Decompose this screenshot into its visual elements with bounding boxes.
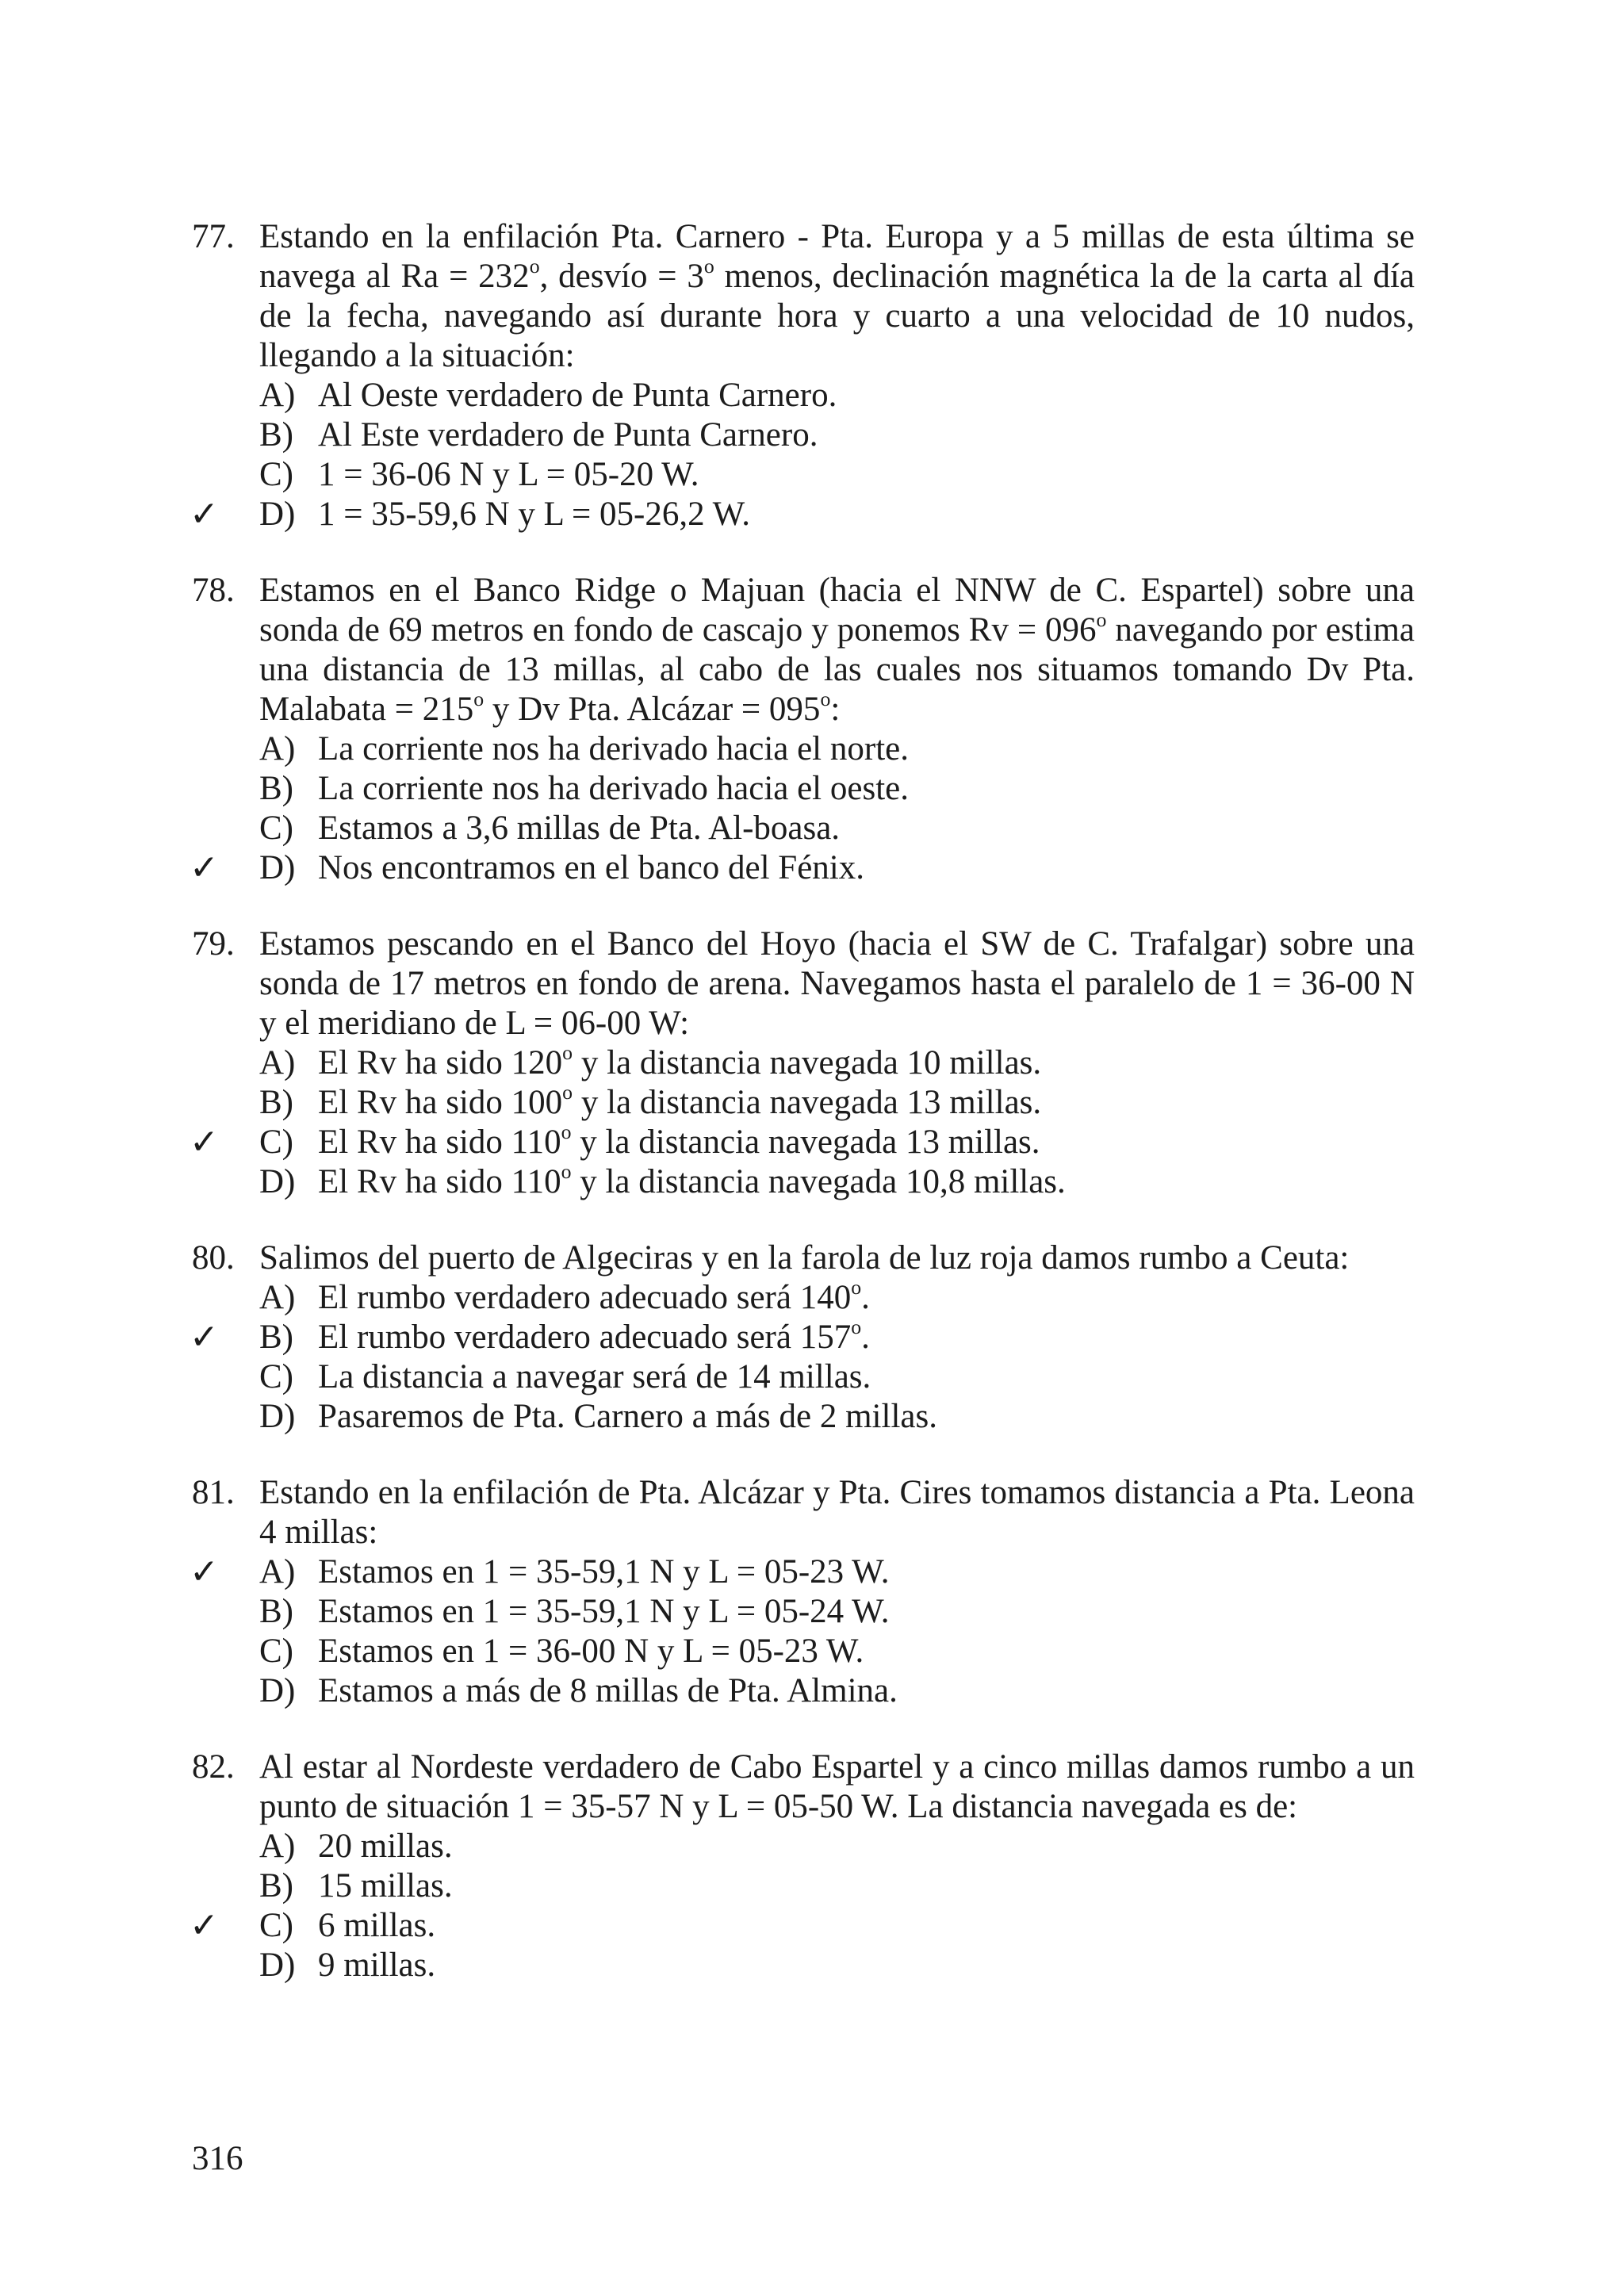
answer-option-letter: C) [259, 1358, 293, 1395]
question-81 [192, 1473, 1415, 1711]
question-text: Estamos en el Banco Ridge o Majuan (hacia el NNW de C. Espartel) sobre una sonda de 69 metros en fondo de cascajo y ponemos $Rv = 096^o$ navegando por estima una distancia de 13 millas, al cabo de las cuales nos situamos tomando Dv Pta. Malabata = $215^o$ y Dv Pta. Alcázar = $095^o$: [259, 572, 1415, 728]
answer-option [192, 1275, 1415, 1318]
answer-option-letter: B) [259, 416, 293, 454]
question-statement [192, 1473, 1415, 1552]
answer-option-text: El rumbo verdadero adecuado será 157$^o$. [318, 1315, 870, 1356]
answer-option-text: 6 millas. [318, 1907, 436, 1944]
answer-option-letter: C) [259, 1124, 293, 1161]
answer-option [192, 769, 1415, 809]
answer-option [192, 1592, 1415, 1632]
answer-option [192, 1906, 1415, 1946]
answer-option [192, 455, 1415, 495]
answer-option [190, 1315, 1415, 1357]
question-statement [192, 924, 1415, 1043]
answer-option-letter: D) [259, 496, 296, 533]
answer-option [192, 1159, 1415, 1202]
answer-option-letter: B) [259, 1867, 293, 1904]
question-number: 80. [192, 1239, 235, 1277]
question-list [192, 217, 1415, 2022]
answer-option-letter: A) [259, 1044, 296, 1081]
question-number: 79. [192, 925, 235, 963]
question-80 [192, 1238, 1415, 1437]
answer-option [192, 1671, 1415, 1711]
answer-options [192, 1827, 1415, 1985]
answer-option-text: Nos encontramos en el banco del Fénix. [318, 849, 865, 886]
answer-option-text: 1 = 35-59,6 N y L = 05-26,2 W. [318, 496, 750, 533]
answer-option [190, 1120, 1415, 1162]
answer-option-letter: A) [259, 1279, 296, 1316]
answer-option-text: El Rv ha sido 120$^o$ y la distancia navegada 10 millas. [318, 1040, 1042, 1081]
answer-options [190, 1275, 1415, 1437]
answer-option [192, 809, 1415, 848]
question-77 [192, 217, 1415, 534]
question-text: Estando en la enfilación Pta. Carnero - Pta. Europa y a 5 millas de esta última se navega al $Ra = 232^o$, desvío = $3^o$ menos, declinación magnética la de la carta al día de la fecha, navegando así durante hora y cuarto a una velocidad de 10 nudos, llegando a la situación: [259, 218, 1415, 374]
answer-option-letter: D) [259, 1163, 296, 1200]
answer-option-letter: B) [259, 1319, 293, 1356]
answer-option-text: El rumbo verdadero adecuado será 140$^o$. [318, 1275, 870, 1316]
answer-option-text: Estamos a más de 8 millas de Pta. Almina. [318, 1672, 898, 1709]
answer-option-text: Pasaremos de Pta. Carnero a más de 2 millas. [318, 1398, 937, 1435]
question-79 [192, 924, 1415, 1202]
question-82 [192, 1748, 1415, 1985]
answer-option-text: Al Oeste verdadero de Punta Carnero. [318, 377, 837, 414]
question-number: 82. [192, 1748, 235, 1786]
answer-option [192, 495, 1415, 534]
answer-option-letter: A) [259, 1828, 296, 1865]
question-statement [192, 1748, 1415, 1827]
answer-option-text: 15 millas. [318, 1867, 453, 1904]
question-text: Salimos del puerto de Algeciras y en la farola de luz roja damos rumbo a Ceuta: [259, 1239, 1350, 1277]
answer-option-text: El Rv ha sido 110$^o$ y la distancia navegada 13 millas. [318, 1120, 1040, 1161]
question-number: 81. [192, 1474, 235, 1511]
answer-option [192, 415, 1415, 455]
answer-option [192, 1397, 1415, 1437]
answer-options [190, 1040, 1415, 1202]
question-number: 77. [192, 218, 235, 255]
question-78 [192, 571, 1415, 888]
question-statement [192, 571, 1415, 729]
answer-option-text: El Rv ha sido 100$^o$ y la distancia navegada 13 millas. [318, 1080, 1042, 1121]
answer-option-letter: C) [259, 1907, 293, 1944]
answer-option [192, 376, 1415, 415]
answer-options [192, 376, 1415, 534]
answer-option [192, 848, 1415, 888]
correct-answer-check-icon: ✓ [190, 1317, 219, 1357]
correct-answer-check-icon: ✓ [190, 848, 219, 888]
answer-option-text: Estamos en 1 = 36-00 N y L = 05-23 W. [318, 1633, 864, 1670]
answer-option-letter: D) [259, 1672, 296, 1709]
answer-option-text: Estamos en 1 = 35-59,1 N y L = 05-24 W. [318, 1593, 890, 1630]
answer-option-text: Estamos a 3,6 millas de Pta. Al-boasa. [318, 810, 841, 847]
answer-option-text: 20 millas. [318, 1828, 453, 1865]
answer-option-letter: B) [259, 1593, 293, 1630]
answer-option-letter: D) [259, 1398, 296, 1435]
answer-option-letter: D) [259, 1947, 296, 1984]
answer-option-text: 9 millas. [318, 1947, 436, 1984]
answer-option [192, 1040, 1415, 1083]
page-number: 316 [192, 2140, 243, 2177]
answer-option-letter: B) [259, 770, 293, 807]
answer-option [192, 1866, 1415, 1906]
answer-option [192, 1946, 1415, 1985]
question-text: Estamos pescando en el Banco del Hoyo (hacia el SW de C. Trafalgar) sobre una sonda de 17 metros en fondo de arena. Navegamos hasta el paralelo de 1 = 36-00 N y el meridiano de L = 06-00 W: [259, 925, 1415, 1042]
question-number: 78. [192, 572, 235, 609]
answer-option-letter: C) [259, 810, 293, 847]
answer-option-text: Estamos en 1 = 35-59,1 N y L = 05-23 W. [318, 1553, 890, 1591]
answer-option-letter: A) [259, 730, 296, 768]
answer-option-text: La corriente nos ha derivado hacia el norte. [318, 730, 909, 768]
answer-options [192, 1552, 1415, 1711]
answer-option [192, 1357, 1415, 1397]
answer-option-text: Al Este verdadero de Punta Carnero. [318, 416, 818, 454]
answer-option-text: La corriente nos ha derivado hacia el oeste. [318, 770, 909, 807]
answer-option [192, 1632, 1415, 1671]
answer-option-letter: A) [259, 1553, 296, 1591]
answer-option [192, 1827, 1415, 1866]
answer-option [192, 729, 1415, 769]
answer-option-text: El Rv ha sido 110$^o$ y la distancia navegada 10,8 millas. [318, 1159, 1066, 1200]
question-statement [192, 1238, 1415, 1278]
answer-option [192, 1552, 1415, 1592]
answer-option-text: 1 = 36-06 N y L = 05-20 W. [318, 456, 699, 493]
question-statement [192, 217, 1415, 376]
answer-options [192, 729, 1415, 888]
correct-answer-check-icon: ✓ [190, 1905, 219, 1946]
correct-answer-check-icon: ✓ [190, 494, 219, 534]
answer-option-text: La distancia a navegar será de 14 millas. [318, 1358, 871, 1395]
answer-option-letter: C) [259, 1633, 293, 1670]
answer-option-letter: D) [259, 849, 296, 886]
correct-answer-check-icon: ✓ [190, 1122, 219, 1162]
answer-option-letter: A) [259, 377, 296, 414]
question-text: Al estar al Nordeste verdadero de Cabo Espartel y a cinco millas damos rumbo a un punto de situación 1 = 35-57 N y L = 05-50 W. La distancia navegada es de: [259, 1748, 1415, 1825]
answer-option-letter: B) [259, 1084, 293, 1121]
answer-option-letter: C) [259, 456, 293, 493]
correct-answer-check-icon: ✓ [190, 1552, 219, 1592]
question-text: Estando en la enfilación de Pta. Alcázar y Pta. Cires tomamos distancia a Pta. Leona 4 millas: [259, 1474, 1415, 1551]
answer-option [192, 1080, 1415, 1123]
